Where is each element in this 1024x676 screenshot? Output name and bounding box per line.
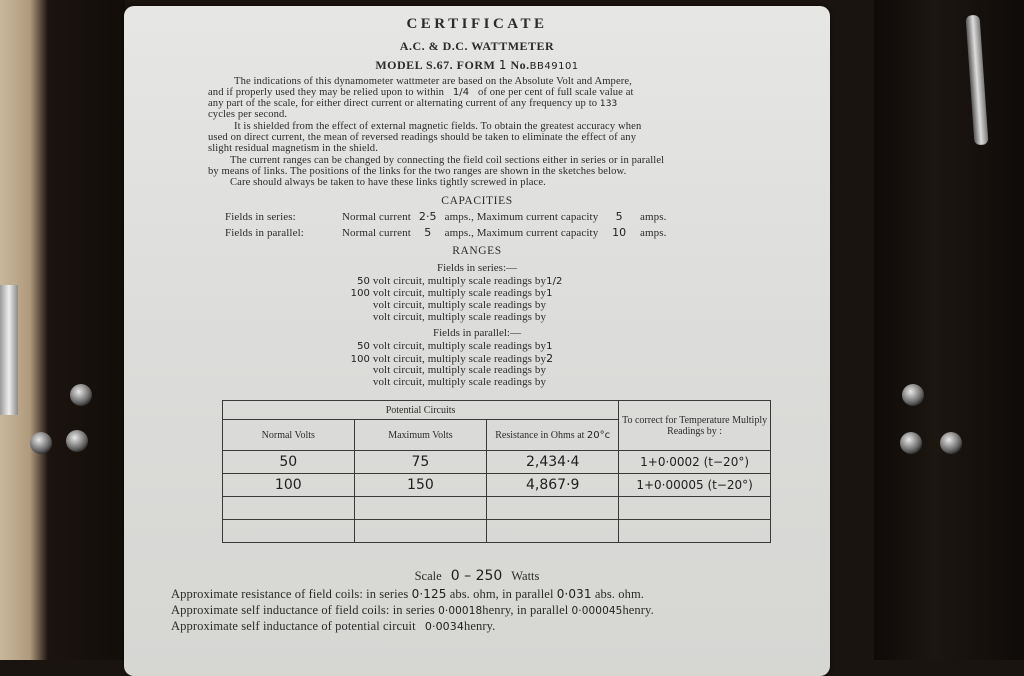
field-coil-resistance: Approximate resistance of field coils: in series 0·125 abs. ohm, in parallel 0·031 abs. ohm. [171,587,645,601]
para1-line4: cycles per second. [208,109,288,120]
table-header-max-volts: Maximum Volts [354,420,487,451]
para1-line2: and if properly used they may be relied upon to within 1/4 of one per cent of full scale value at [208,87,634,98]
table-group-header: Potential Circuits [223,401,619,420]
para3-line1: The current ranges can be changed by connecting the field coil sections either in series or in parallel [230,155,665,166]
parallel-heading: Fields in parallel:— [433,327,521,339]
series-range-row: 100 volt circuit, multiply scale readings by1 [350,287,553,299]
table-row: 100 150 4,867·9 1+0·00005 (t−20°) [223,474,771,497]
parallel-range-row: volt circuit, multiply scale readings by [372,376,547,388]
instrument-case-right [874,0,1024,660]
serial-label: No. [510,58,530,72]
instrument-case-left [0,0,125,660]
table-row: 50 75 2,434·4 1+0·0002 (t−20°) [223,451,771,474]
serial-number: BB49101 [529,61,579,72]
certificate-subtitle: A.C. & D.C. WATTMETER [399,39,555,53]
parallel-range-row: volt circuit, multiply scale readings by [372,364,547,376]
form-number: 1 [498,58,507,72]
potential-circuits-table [222,400,771,543]
certificate-card [124,6,830,676]
series-range-row: volt circuit, multiply scale readings by [372,311,547,323]
para3-line3: Care should always be taken to have these links tightly screwed in place. [230,177,546,188]
capacities-heading: CAPACITIES [441,195,513,207]
series-range-row: 50 volt circuit, multiply scale readings by1/2 [357,275,563,287]
para1-line3: any part of the scale, for either direct current or alternating current of any frequency up to 133 [208,98,618,109]
capacity-row-series: Fields in series: Normal current 2·5 amps., Maximum current capacity 5 amps. [225,210,667,223]
para2-line3: slight residual magnetism in the shield. [208,143,378,154]
series-range-row: volt circuit, multiply scale readings by [372,299,547,311]
series-heading: Fields in series:— [436,262,518,274]
potential-circuit-inductance: Approximate self inductance of potential circuit 0·0034henry. [171,619,496,633]
screw-icon [940,432,962,454]
screw-icon [30,432,52,454]
field-coil-inductance: Approximate self inductance of field coils: in series 0·00018henry, in parallel 0·000045henry. [171,603,654,617]
accuracy-fraction: 1/4 [452,87,470,98]
parallel-range-row: 100 volt circuit, multiply scale readings by2 [350,352,554,365]
parallel-range-row: 50 volt circuit, multiply scale readings by1 [357,340,553,352]
screw-icon [902,384,924,406]
ranges-heading: RANGES [452,245,502,257]
table-row [223,520,771,543]
para3-line2: by means of links. The positions of the links for the two ranges are shown in the sketches below. [208,166,627,177]
model-line [124,58,830,73]
certificate-title: CERTIFICATE [406,16,548,32]
screw-icon [66,430,88,452]
scale-value: 0 – 250 [450,568,503,584]
screw-icon [70,384,92,406]
table-row [223,497,771,520]
table-header-resistance: Resistance in Ohms at 20°c [487,420,619,451]
frequency-limit: 133 [599,99,618,109]
para2-line1: It is shielded from the effect of external magnetic fields. To obtain the greatest accuracy when [234,121,642,132]
scale-line: Scale 0 – 250 Watts [414,568,540,584]
table-header-normal-volts: Normal Volts [223,420,355,451]
para2-line2: used on direct current, the mean of reversed readings should be taken to eliminate the effect of any [208,132,637,143]
para1-line1: The indications of this dynamometer wattmeter are based on the Absolute Volt and Ampere, [234,76,632,87]
model-label: MODEL S.67. FORM [375,58,496,72]
screw-icon [900,432,922,454]
case-hinge [0,285,18,415]
capacity-row-parallel: Fields in parallel: Normal current 5 amps., Maximum current capacity 10 amps. [225,226,667,239]
table-header-temp-correction: To correct for Temperature Multiply Readings by : [619,401,771,451]
